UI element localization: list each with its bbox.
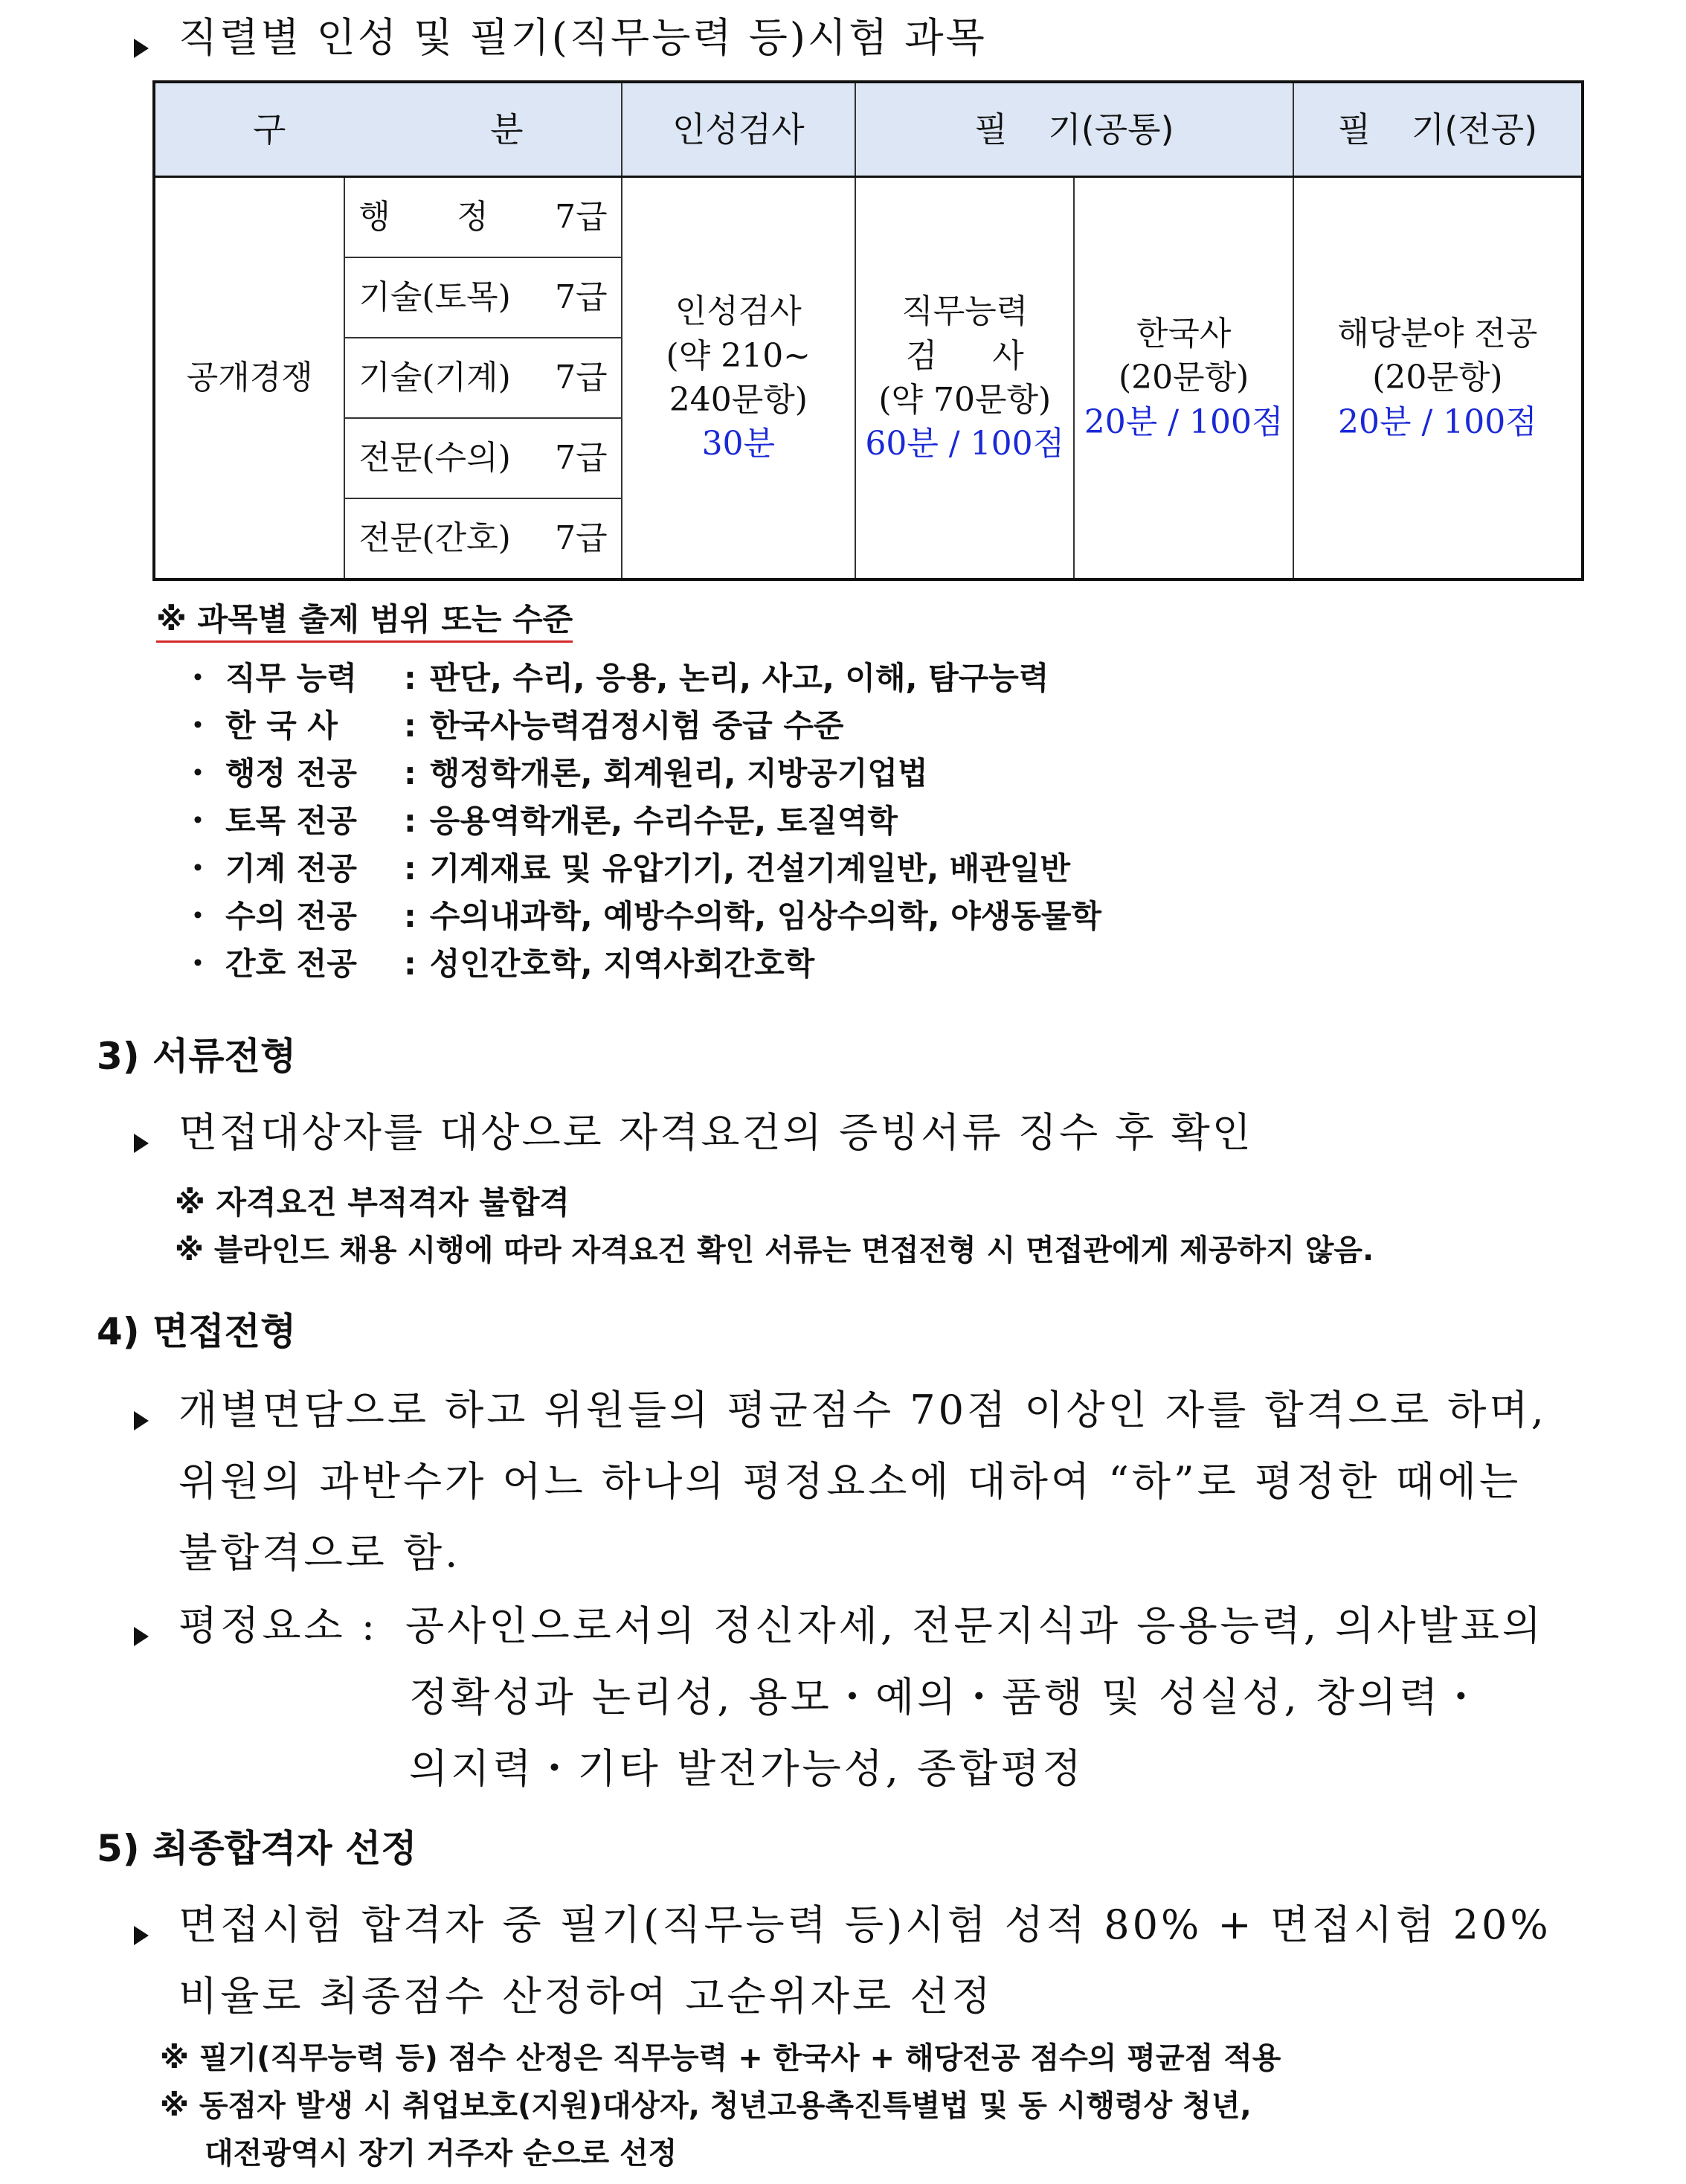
table-header-row — [154, 82, 1583, 177]
scope-title: ※ 과목별 출제 범위 또는 수준 — [156, 595, 573, 640]
section4-bullet2: 평정요소 : 공사인으로서의 정신자세, 전문지식과 응용능력, 의사발표의 정확성과 논리성, 용모・예의・품행 및 성실성, 창의력・ 의지력・기타 발전가능성, 종합평정 — [134, 1590, 1544, 1805]
grade-cell: 기술(토목) 7급 — [344, 257, 621, 338]
section3-bullet: 면접대상자를 대상으로 자격요건의 증빙서류 징수 후 확인 — [134, 1101, 1253, 1158]
ability-cell: 직무능력 검 사 (약 70문항) 60분 / 100점 — [855, 177, 1074, 580]
section3-title: 3) 서류전형 — [97, 1035, 297, 1078]
header-category: 구 분 — [154, 82, 622, 177]
list-item: ・ 한 국 사 : 한국사능력검정시험 중급 수준 — [182, 707, 844, 744]
triangle-bullet-icon — [134, 39, 149, 58]
triangle-bullet-icon — [134, 1926, 149, 1945]
table-row — [154, 177, 1583, 258]
section4-title: 4) 면접전형 — [97, 1310, 297, 1353]
header-written-major: 필 기(전공) — [1293, 82, 1583, 177]
triangle-bullet-icon — [134, 1134, 149, 1153]
exam-subject-table — [152, 80, 1584, 581]
section5-bullet: 면접시험 합격자 중 필기(직무능력 등)시험 성적 80% + 면접시험 20% 비율로 최종점수 산정하여 고순위자로 선정 — [134, 1889, 1551, 2032]
section5-title: 5) 최종합격자 선정 — [97, 1827, 417, 1870]
list-item: ・ 직무 능력 : 판단, 수리, 응용, 논리, 사고, 이해, 탐구능력 — [182, 660, 1049, 696]
grade-cell: 기술(기계) 7급 — [344, 338, 621, 418]
list-item: ・ 수의 전공 : 수의내과학, 예방수의학, 임상수의학, 야생동물학 — [182, 898, 1101, 934]
triangle-bullet-icon — [134, 1627, 149, 1646]
list-item: ・ 기계 전공 : 기계재료 및 유압기기, 건설기계일반, 배관일반 — [182, 850, 1071, 887]
top-heading: 직렬별 인성 및 필기(직무능력 등)시험 과목 — [134, 6, 987, 63]
header-personality: 인성검사 — [622, 82, 855, 177]
scope-list — [182, 655, 1101, 988]
history-cell: 한국사 (20문항) 20분 / 100점 — [1074, 177, 1293, 580]
section3-notes: ※ 자격요건 부적격자 불합격 ※ 블라인드 채용 시행에 따라 자격요건 확인 서류는 면접전형 시 면접관에게 제공하지 않음. — [175, 1184, 1374, 1268]
grade-cell: 행 정 7급 — [344, 177, 621, 258]
section5-notes: ※ 필기(직무능력 등) 점수 산정은 직무능력 + 한국사 + 해당전공 점수의 평균점 적용 ※ 동점자 발생 시 취업보호(지원)대상자, 청년고용촉진특별법 및 동 시행령상 청년, 대전광역시 장기 거주자 순으로 선정 — [160, 2041, 1281, 2171]
personality-cell: 인성검사 (약 210~ 240문항) 30분 — [622, 177, 855, 580]
list-item: ・ 토목 전공 : 응용역학개론, 수리수문, 토질역학 — [182, 803, 898, 839]
grade-cell: 전문(간호) 7급 — [344, 498, 621, 579]
list-item: ・ 간호 전공 : 성인간호학, 지역사회간호학 — [182, 945, 815, 982]
group-label: 공개경쟁 — [154, 177, 344, 580]
list-item: ・ 행정 전공 : 행정학개론, 회계원리, 지방공기업법 — [182, 755, 928, 791]
triangle-bullet-icon — [134, 1411, 149, 1430]
section4-bullet1: 개별면담으로 하고 위원들의 평균점수 70점 이상인 자를 합격으로 하며, 위원의 과반수가 어느 하나의 평정요소에 대하여 “하”로 평정한 때에는 불합격으로 함. — [134, 1375, 1547, 1589]
grade-cell: 전문(수의) 7급 — [344, 418, 621, 498]
header-written-common: 필 기(공통) — [855, 82, 1293, 177]
major-cell: 해당분야 전공 (20문항) 20분 / 100점 — [1293, 177, 1583, 580]
